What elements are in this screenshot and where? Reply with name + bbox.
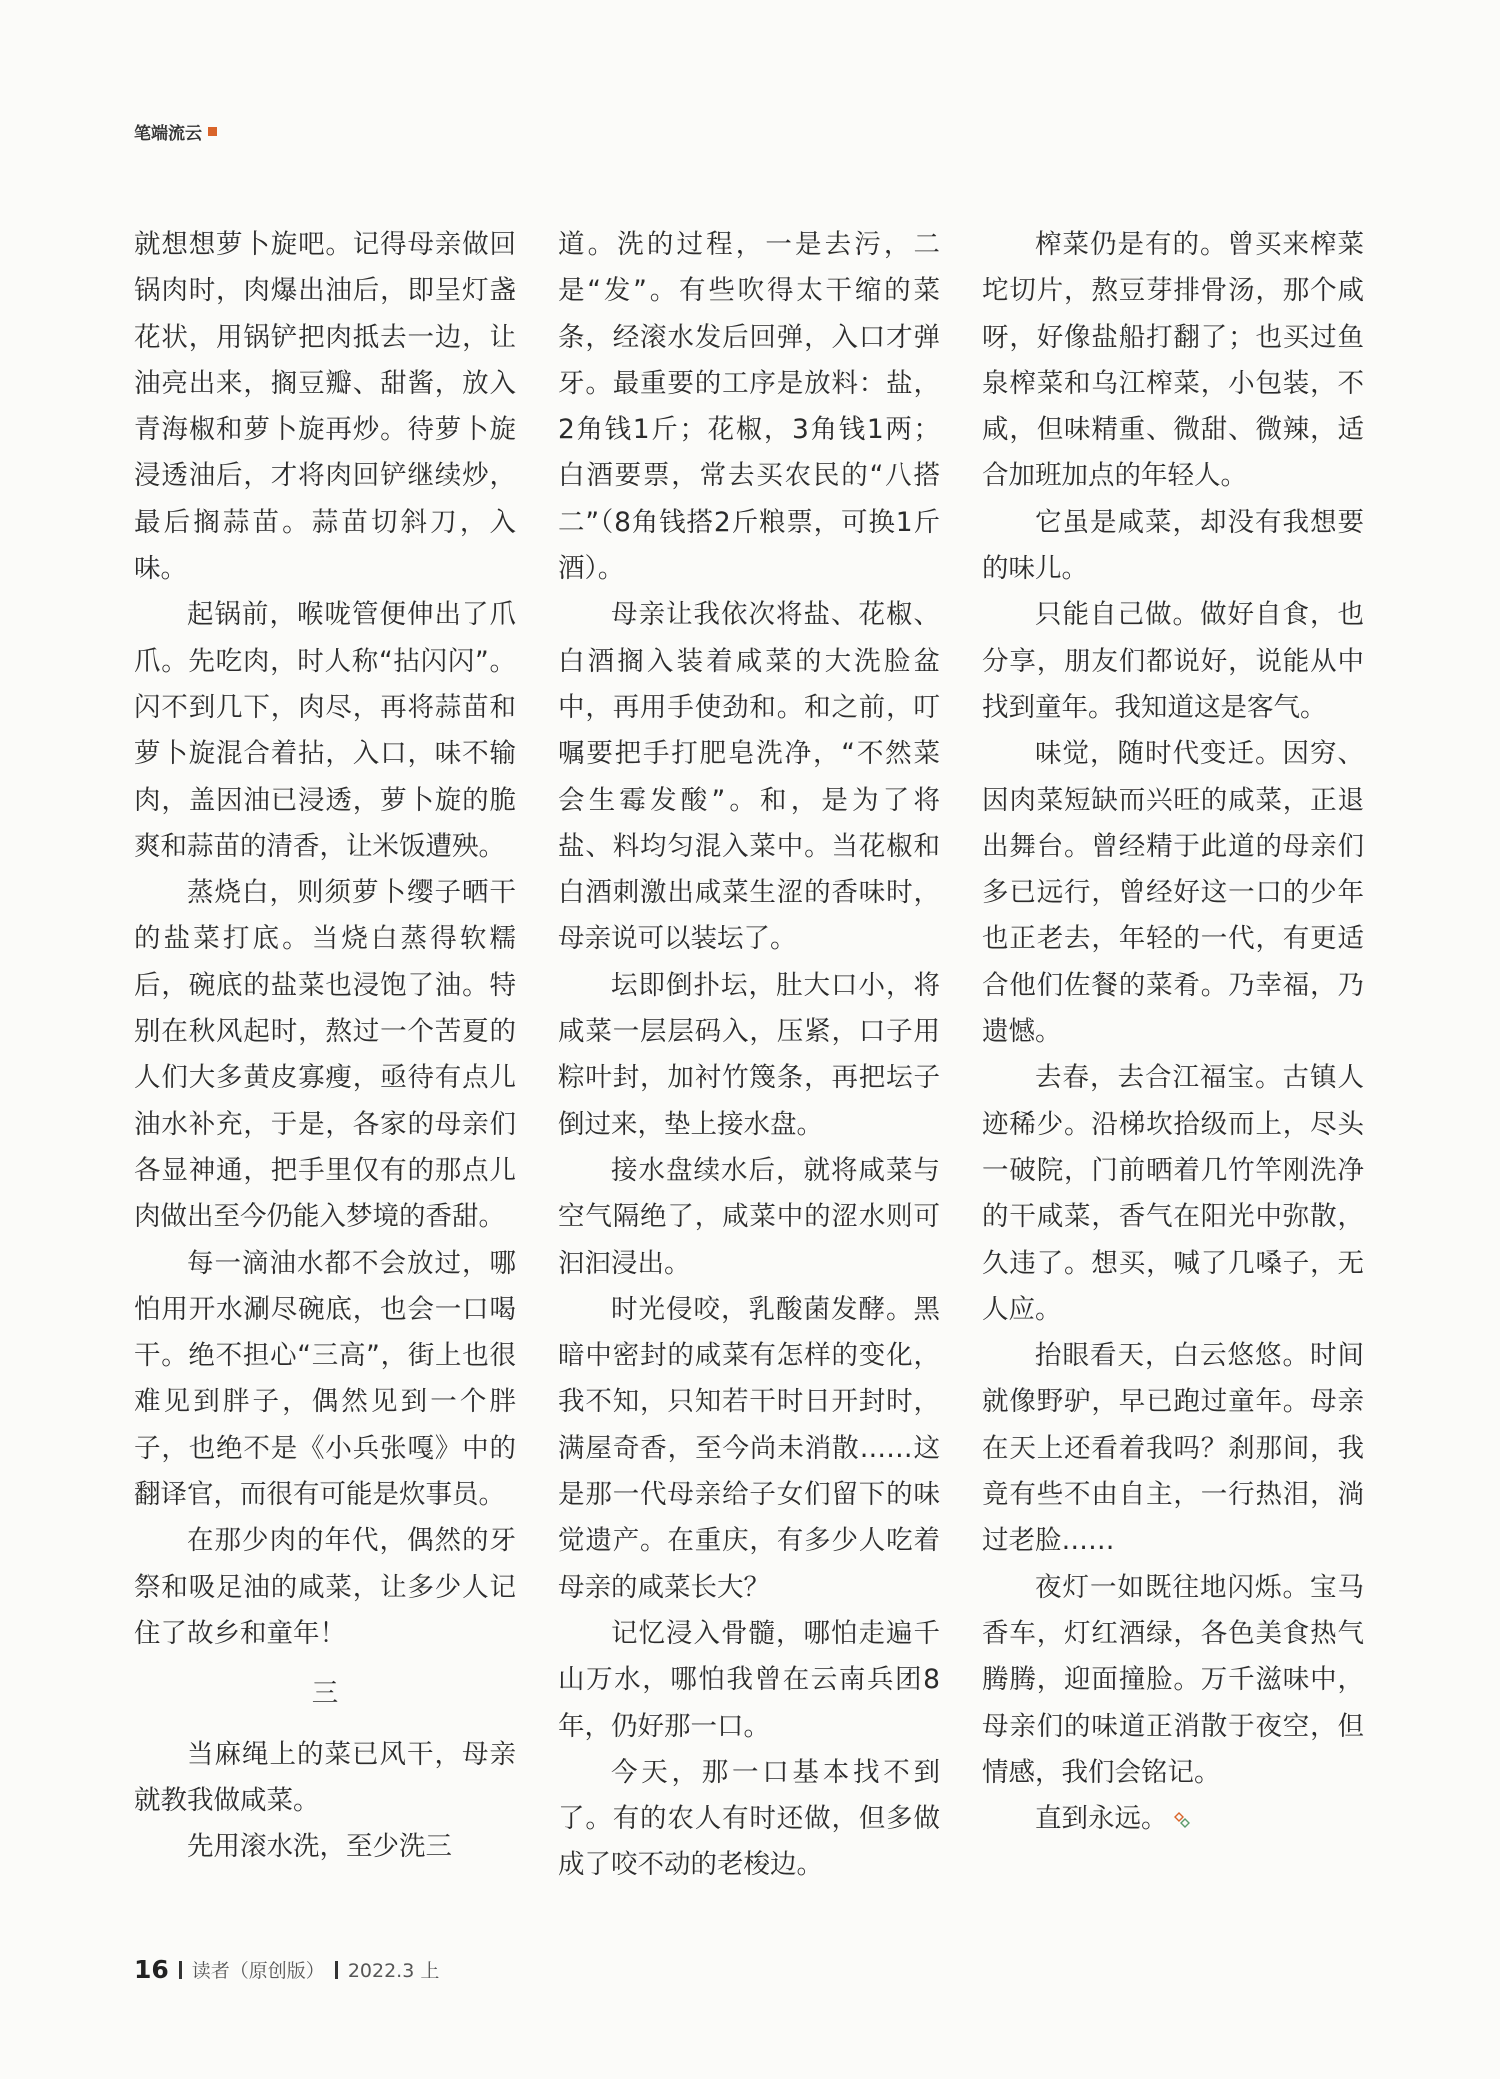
paragraph (982, 1333, 1364, 1564)
paragraph (982, 1796, 1364, 1842)
paragraph (134, 592, 516, 870)
text-column-3 (982, 222, 1364, 1842)
paragraph (558, 592, 940, 962)
divider (335, 1961, 338, 1979)
paragraph (558, 963, 940, 1148)
page-footer (134, 1955, 439, 1984)
section-label (134, 119, 217, 144)
paragraph-text: 每一滴油水都不会放过，哪怕用开水涮尽碗底，也会一口喝干。绝不担心“三高”，街上也很难见到胖子，偶然见到一个胖子，也绝不是《小兵张嘎》中的翻译官，而很有可能是炊事员。 (134, 1247, 516, 1511)
paragraph (982, 1055, 1364, 1333)
paragraph-text: 在那少肉的年代，偶然的牙祭和吸足油的咸菜，让多少人记住了故乡和童年！ (134, 1525, 516, 1649)
paragraph-text: 就想想萝卜旋吧。记得母亲做回锅肉时，肉爆出油后，即呈灯盏花状，用锅铲把肉抵去一边，让油亮出来，搁豆瓣、甜酱，放入青海椒和萝卜旋再炒。待萝卜旋浸透油后，才将肉回铲继续炒，最后搁蒜苗。蒜苗切斜刀，入味。 (134, 229, 516, 585)
magazine-name: 读者（原创版） (191, 1960, 325, 1982)
paragraph (134, 222, 516, 592)
paragraph (134, 1518, 516, 1657)
paragraph-text: 时光侵咬，乳酸菌发酵。黑暗中密封的咸菜有怎样的变化，我不知，只知若干时日开封时，满屋奇香，至今尚未消散……这是那一代母亲给子女们留下的味觉遗产。在重庆，有多少人吃着母亲的咸菜长大？ (558, 1293, 940, 1603)
paragraph-text: 三 (311, 1678, 339, 1710)
paragraph-text: 榨菜仍是有的。曾买来榨菜坨切片，熬豆芽排骨汤，那个咸呀，好像盐船打翻了；也买过鱼泉榨菜和乌江榨菜，小包装，不咸，但味精重、微甜、微辣，适合加班加点的年轻人。 (982, 229, 1364, 492)
text-column-2 (558, 222, 940, 1889)
paragraph-text: 直到永远。 (1035, 1803, 1168, 1835)
paragraph-text: 它虽是咸菜，却没有我想要的味儿。 (982, 506, 1364, 585)
paragraph-text: 只能自己做。做好自食，也分享，朋友们都说好，说能从中找到童年。我知道这是客气。 (982, 599, 1364, 723)
page-number: 16 (134, 1955, 169, 1984)
paragraph-text: 去春，去合江福宝。古镇人迹稀少。沿梯坎拾级而上，尽头一破院，门前晒着几竹竿刚洗净的干咸菜，香气在阳光中弥散，久违了。想买，喊了几嗓子，无人应。 (982, 1062, 1364, 1325)
paragraph (134, 1824, 516, 1870)
paragraph (134, 1732, 516, 1825)
end-mark-icon (1174, 1812, 1190, 1828)
section-title: 笔端流云 (134, 124, 202, 144)
paragraph (558, 1287, 940, 1611)
paragraph-text: 道。洗的过程，一是去污，二是“发”。有些吹得太干缩的菜条，经滚水发后回弹，入口才弹牙。最重要的工序是放料：盐，2角钱1斤；花椒，3角钱1两；白酒要票，常去买农民的“八搭二”（8角钱搭2斤粮票，可换1斤酒）。 (558, 229, 940, 585)
paragraph (134, 870, 516, 1240)
paragraph-text: 接水盘续水后，就将咸菜与空气隔绝了，咸菜中的涩水则可汩汩浸出。 (558, 1154, 940, 1279)
section-heading (134, 1671, 516, 1717)
paragraph-text: 先用滚水洗，至少洗三 (187, 1831, 452, 1863)
paragraph-text: 抬眼看天，白云悠悠。时间就像野驴，早已跑过童年。母亲在天上还看着我吗？刹那间，我竟有些不由自主，一行热泪，淌过老脸…… (982, 1340, 1364, 1557)
paragraph (982, 500, 1364, 593)
section-square-icon (208, 127, 217, 136)
paragraph (134, 1241, 516, 1519)
paragraph (558, 1148, 940, 1287)
paragraph-text: 当麻绳上的菜已风干，母亲就教我做咸菜。 (134, 1738, 516, 1816)
paragraph-text: 蒸烧白，则须萝卜缨子晒干的盐菜打底。当烧白蒸得软糯后，碗底的盐菜也浸饱了油。特别在秋风起时，熬过一个苦夏的人们大多黄皮寡瘦，亟待有点儿油水补充，于是，各家的母亲们各显神通，把手里仅有的那点儿肉做出至今仍能入梦境的香甜。 (134, 877, 516, 1233)
paragraph (558, 1611, 940, 1750)
paragraph (558, 1750, 940, 1889)
issue-label: 2022.3 上 (347, 1960, 440, 1982)
divider (179, 1961, 182, 1979)
paragraph-text: 坛即倒扑坛，肚大口小，将咸菜一层层码入，压紧，口子用粽叶封，加衬竹篾条，再把坛子倒过来，垫上接水盘。 (558, 969, 940, 1140)
text-column-1 (134, 222, 516, 1870)
paragraph (982, 222, 1364, 500)
paragraph-text: 夜灯一如既往地闪烁。宝马香车，灯红酒绿，各色美食热气腾腾，迎面撞脸。万千滋味中，母亲们的味道正消散于夜空，但情感，我们会铭记。 (982, 1571, 1364, 1788)
paragraph-text: 味觉，随时代变迁。因穷、因肉菜短缺而兴旺的咸菜，正退出舞台。曾经精于此道的母亲们多已远行，曾经好这一口的少年也正老去，年轻的一代，有更适合他们佐餐的菜肴。乃幸福，乃遗憾。 (982, 738, 1364, 1048)
paragraph-text: 起锅前，喉咙管便伸出了爪爪。先吃肉，时人称“拈闪闪”。闪不到几下，肉尽，再将蒜苗和萝卜旋混合着拈，入口，味不输肉，盖因油已浸透，萝卜旋的脆爽和蒜苗的清香，让米饭遭殃。 (134, 599, 516, 862)
paragraph-text: 记忆浸入骨髓，哪怕走遍千山万水，哪怕我曾在云南兵团8年，仍好那一口。 (558, 1617, 940, 1742)
paragraph-text: 母亲让我依次将盐、花椒、白酒搁入装着咸菜的大洗脸盆中，再用手使劲和。和之前，叮嘱要把手打肥皂洗净，“不然菜会生霉发酸”。和，是为了将盐、料均匀混入菜中。当花椒和白酒刺激出咸菜生涩的香味时，母亲说可以装坛了。 (558, 599, 940, 955)
paragraph (982, 1565, 1364, 1796)
paragraph (982, 592, 1364, 731)
paragraph (558, 222, 940, 592)
paragraph-text: 今天，那一口基本找不到了。有的农人有时还做，但多做成了咬不动的老梭边。 (558, 1756, 940, 1881)
paragraph (982, 731, 1364, 1055)
